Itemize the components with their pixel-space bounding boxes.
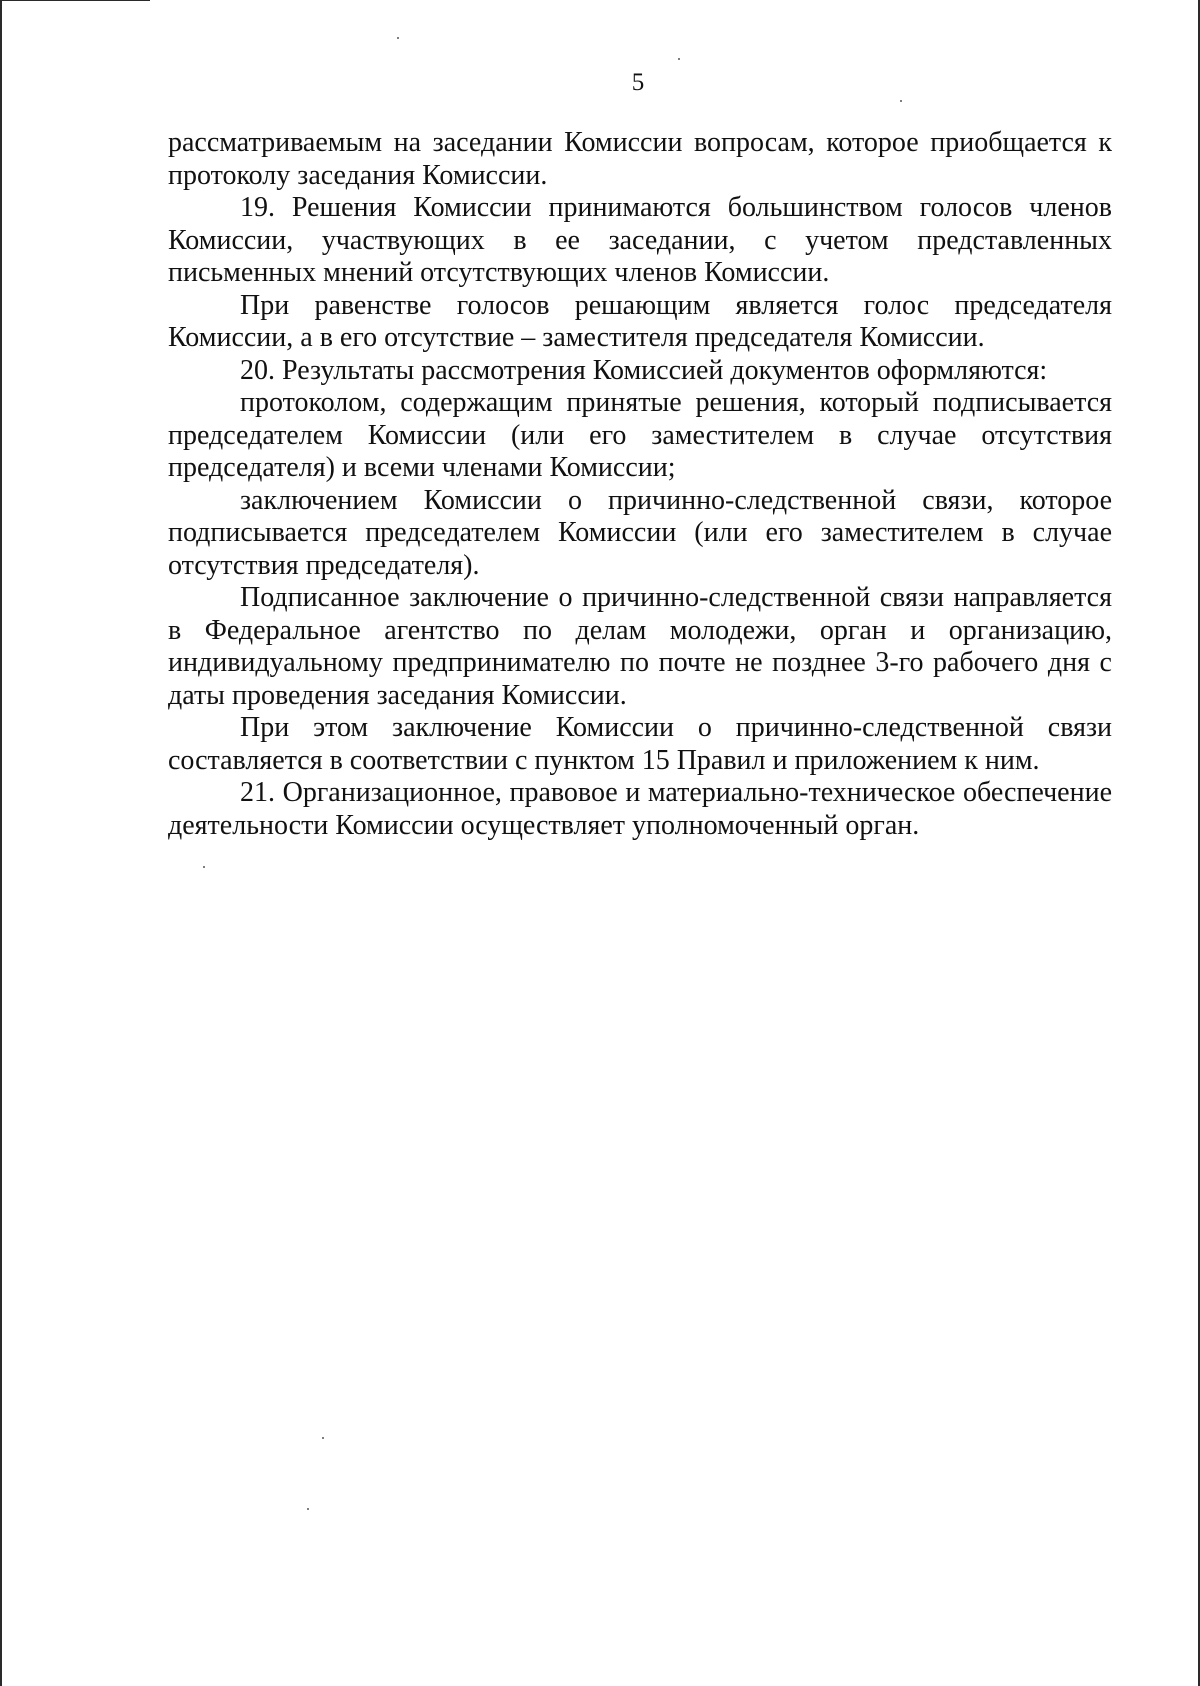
scan-speck: [307, 1508, 309, 1510]
paragraph-item-19: 19. Решения Комиссии принимаются большинством голосов членов Комиссии, участвующих в ее заседании, с учетом представленных письменных мнений отсутствующих членов Комиссии.: [168, 192, 1112, 288]
scan-speck: [900, 100, 902, 102]
scan-border-left: [0, 0, 2, 1686]
scan-speck: [397, 37, 399, 39]
paragraph-signed-conclusion: Подписанное заключение о причинно-следственной связи направляется в Федеральное агентство по делам молодежи, орган и организацию, индивидуальному предпринимателю по почте не позднее 3-го рабочего дня с даты проведения заседания Комиссии.: [168, 582, 1112, 711]
paragraph-protocol: протоколом, содержащим принятые решения, который подписывается председателем Комиссии (или его заместителем в случае отсутствия председателя) и всеми членами Комиссии;: [168, 387, 1112, 483]
paragraph-item-20: 20. Результаты рассмотрения Комиссией документов оформляются:: [240, 354, 1048, 386]
paragraph-tie-vote: При равенстве голосов решающим является голос председателя Комиссии, а в его отсутствие – заместителя председателя Комиссии.: [168, 289, 1112, 353]
paragraph-conclusion: заключением Комиссии о причинно-следственной связи, которое подписывается председателем Комиссии (или его заместителем в случае отсутствия председателя).: [168, 484, 1112, 581]
page-number: 5: [631, 69, 645, 96]
scan-border-top: [0, 0, 150, 1]
document-body: [168, 127, 1112, 842]
scan-speck: [322, 1437, 324, 1439]
paragraph-conclusion-format: При этом заключение Комиссии о причинно-следственной связи составляется в соответствии с пунктом 15 Правил и приложением к ним.: [168, 712, 1112, 776]
paragraph-item-21: 21. Организационное, правовое и материально-техническое обеспечение деятельности Комиссии осуществляет уполномоченный орган.: [168, 777, 1112, 841]
scan-speck: [678, 58, 680, 60]
paragraph-continuation: рассматриваемым на заседании Комиссии вопросам, которое приобщается к протоколу заседания Комиссии.: [168, 127, 1112, 191]
scan-speck: [203, 866, 205, 868]
